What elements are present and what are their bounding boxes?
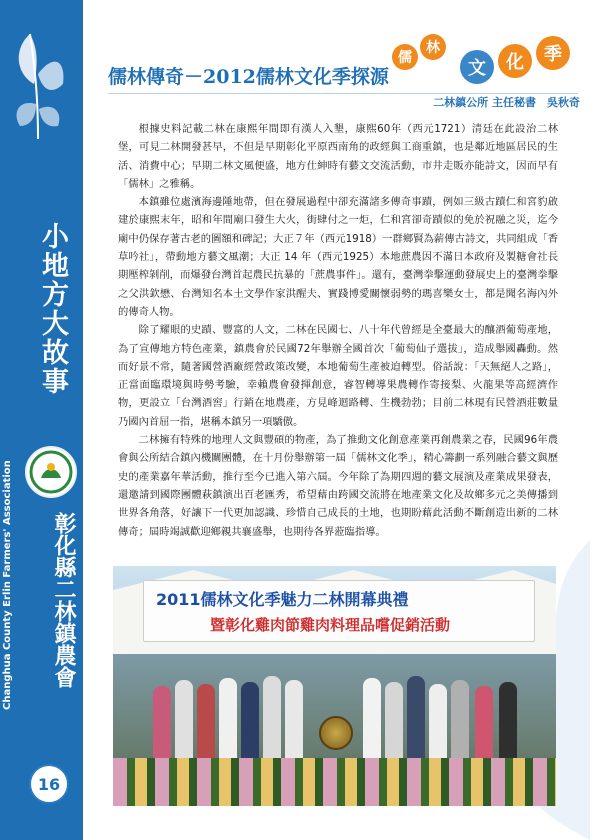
festival-badges — [390, 30, 585, 90]
person — [475, 686, 493, 764]
person — [263, 676, 281, 764]
banner-line-1: 2011儒林文化季魅力二林開幕典禮 — [156, 590, 409, 609]
article-body — [118, 120, 558, 541]
person — [285, 680, 303, 764]
badge-char-2: 林 — [420, 34, 446, 60]
gong-icon — [319, 716, 353, 750]
badge-char-5: 季 — [536, 36, 570, 70]
logo-emblem-icon — [27, 448, 75, 496]
org-name: 彰化縣二林鎮農會 — [51, 512, 76, 688]
person — [363, 678, 381, 764]
person — [153, 686, 171, 764]
page-number: 16 — [29, 764, 69, 804]
paragraph: 根據史料記載二林在康熙年間即有漢人入墾，康熙60年（西元1721）清廷在此設治二林堡，可見二林開發甚早，不但是早期彰化平原西南角的政經與工商重鎮，也是鄰近地區居民的生活、消費中心；早期二林文風便盛，地方仕紳時有藝文交流活動，市井走販亦能詩文，因而早有「儒林」之雅稱。 — [118, 123, 558, 190]
org-english-name: Changhua County Erlin Farmers' Association — [2, 460, 13, 710]
banner-line-2: 暨彰化雞肉節雞肉料理品嚐促銷活動 — [210, 616, 451, 634]
person — [197, 684, 215, 764]
section-title: 小地方大故事 — [37, 222, 68, 396]
paragraph: 除了耀眼的史蹟、豐富的人文，二林在民國七、八十年代曾經是全臺最大的釀酒葡萄產地，為了宣傳地方特色產業，鎮農會於民國72年舉辦全國首次「葡萄仙子選拔」，造成舉國轟動。然而好景不常，隨著國營酒廠經營政策改變，本地葡萄生產被迫轉型。俗話說：「天無絕人之路」，正當面臨環境與時勢考驗，幸賴農會發揮創意，睿智轉導果農轉作寄接梨、火龍果等高經濟作物，更設立「台灣酒窖」行銷在地農產，方見峰迴路轉、生機勃勃；目前二林現有民營酒莊數量乃國內首屈一指，堪稱本鎮另一項驕傲。 — [118, 324, 558, 428]
badge-char-3: 文 — [460, 50, 494, 84]
person — [385, 682, 403, 764]
person — [407, 676, 425, 764]
person — [499, 682, 517, 764]
farmers-association-logo — [25, 446, 77, 498]
flower-row — [113, 758, 556, 806]
sidebar — [0, 0, 83, 840]
paragraph: 二林擁有特殊的地理人文與豐碩的物產，為了推動文化創意產業再創農業之春，民國96年農會與公所結合鎮內機關團體，在十月份舉辦第一屆「儒林文化季」，精心籌劃一系列融合藝文與歷史的產業嘉年華活動，推行至今已進入第六屆。今年除了為期四週的藝文展演及產業成果發表，還邀請到國際團體萩鎮演出百老匯秀，希望藉由跨國交流將在地產業文化及故鄉多元之美傳播到世界各角落，好讓下一代更加認識、珍惜自己成長的土地，也期盼藉此活動不斷創造出新的二林傳奇；屆時竭誠歡迎鄉親共襄盛舉，也期待各界蒞臨指導。 — [118, 434, 558, 538]
person — [175, 680, 193, 764]
person — [241, 682, 259, 764]
event-banner — [143, 580, 535, 642]
leaf-icon — [8, 14, 68, 144]
person — [451, 680, 469, 764]
badge-char-4: 化 — [498, 44, 532, 78]
article-title: 儒林傳奇－2012儒林文化季探源 — [108, 66, 389, 88]
author-byline: 二林鎮公所 主任秘書 吳秋奇 — [433, 96, 580, 109]
person — [219, 678, 237, 764]
badge-char-1: 儒 — [392, 44, 418, 70]
paragraph: 本鎮雖位處濱海邊陲地帶，但在發展過程中卻充滿諸多傳奇事蹟，例如三級古蹟仁和宮豹啟建於康熙末年，昭和年間廟口發生大火，街肆付之一炬，仁和宮卻奇蹟似的免於祝融之災，迄今廟中仍保存著古老的圖額和碑記；大正７年（西元1918）一群鄉賢為薪傳古詩文，共同組成「香草吟社」，帶動地方藝文風潮；大正 14 年（西元1925）本地蔗農因不滿日本政府及製糖會社長期壓榨剝削，而爆發台灣首起農民抗暴的「蔗農事件」。還有，臺灣拳擊運動發展史上的臺灣拳擊之父洪欽懋、台灣知名本土文學作家洪醒夫、實踐博愛關懷弱勢的瑪喜樂女士，都是聞名海內外的傳奇人物。 — [118, 196, 558, 318]
person — [429, 684, 447, 764]
event-photo — [113, 566, 556, 806]
